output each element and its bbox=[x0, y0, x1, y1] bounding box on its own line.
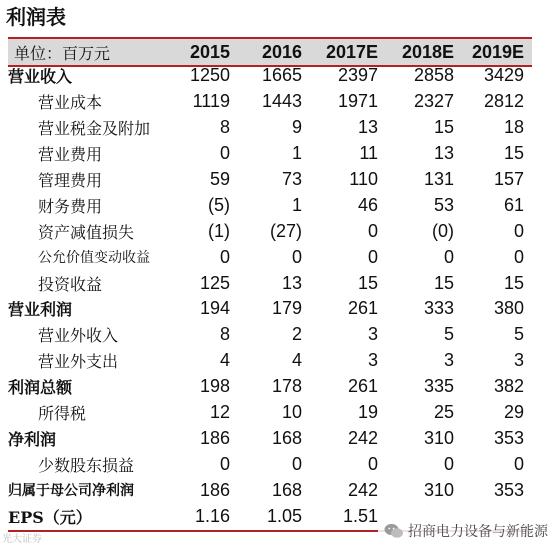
cell: 382 bbox=[493, 376, 524, 397]
cell: 0 bbox=[513, 246, 524, 267]
table-row bbox=[8, 115, 532, 141]
cell: (27) bbox=[269, 220, 302, 241]
row-label: 归属于母公司净利润 bbox=[8, 483, 134, 500]
cell: 242 bbox=[347, 427, 378, 448]
cell: 12 bbox=[209, 402, 230, 423]
cell: 1971 bbox=[337, 91, 378, 112]
cell: 178 bbox=[271, 376, 302, 397]
year-header: 2016 bbox=[261, 41, 302, 62]
cell: 15 bbox=[503, 143, 524, 164]
cell: 1.16 bbox=[194, 505, 230, 526]
row-label: 投资收益 bbox=[38, 274, 103, 294]
table-row bbox=[8, 477, 532, 503]
table-row bbox=[8, 348, 532, 374]
cell: 9 bbox=[291, 117, 302, 138]
cell: 25 bbox=[433, 402, 454, 423]
cell: 1250 bbox=[189, 65, 230, 86]
table-row bbox=[8, 192, 532, 218]
income-statement-table bbox=[8, 63, 532, 529]
table-row bbox=[8, 89, 532, 115]
cell: 1119 bbox=[192, 91, 230, 112]
row-label: 营业成本 bbox=[38, 93, 103, 113]
table-row bbox=[8, 374, 532, 400]
cell: 29 bbox=[503, 402, 524, 423]
cell: 261 bbox=[347, 298, 378, 319]
cell: 13 bbox=[281, 272, 302, 293]
cell: 11 bbox=[359, 143, 378, 164]
cell: 0 bbox=[367, 453, 378, 474]
cell: 179 bbox=[271, 298, 302, 319]
cell: 15 bbox=[433, 272, 454, 293]
cell: 4 bbox=[219, 350, 230, 371]
cell: 8 bbox=[219, 324, 230, 345]
cell: 2812 bbox=[483, 91, 524, 112]
year-header: 2015 bbox=[189, 41, 230, 62]
cell: 19 bbox=[357, 402, 378, 423]
table-row bbox=[8, 425, 532, 451]
row-label: 营业外收入 bbox=[38, 326, 119, 346]
table-row bbox=[8, 218, 532, 244]
cell: 0 bbox=[219, 453, 230, 474]
row-label: 少数股东损益 bbox=[38, 455, 135, 475]
cell: 1 bbox=[291, 194, 302, 215]
year-header: 2018E bbox=[401, 41, 454, 62]
cell: 73 bbox=[281, 169, 302, 189]
cell: (5) bbox=[208, 194, 230, 215]
cell: 13 bbox=[433, 143, 454, 164]
cell: 242 bbox=[347, 479, 378, 500]
row-label: EPS（元） bbox=[8, 507, 92, 527]
cell: 0 bbox=[443, 453, 454, 474]
cell: 15 bbox=[357, 272, 378, 293]
row-label: 利润总额 bbox=[8, 378, 73, 398]
table-row bbox=[8, 244, 532, 270]
year-header: 2019E bbox=[471, 41, 524, 62]
cell: (0) bbox=[432, 220, 454, 241]
corner-watermark: 光大证券 bbox=[2, 534, 42, 545]
table-row bbox=[8, 322, 532, 348]
cell: 168 bbox=[271, 479, 302, 500]
cell: 3 bbox=[367, 324, 378, 345]
row-label: 公允价值变动收益 bbox=[38, 250, 150, 267]
cell: 4 bbox=[291, 350, 302, 371]
table-row bbox=[8, 63, 532, 89]
cell: 198 bbox=[199, 376, 230, 397]
cell: 186 bbox=[199, 427, 230, 448]
cell: 18 bbox=[503, 117, 524, 138]
table-row bbox=[8, 400, 532, 426]
cell: 8 bbox=[219, 117, 230, 138]
cell: 0 bbox=[367, 246, 378, 267]
cell: 61 bbox=[503, 194, 524, 215]
cell: 46 bbox=[357, 194, 378, 215]
cell: (1) bbox=[208, 220, 230, 241]
cell: 353 bbox=[493, 479, 524, 500]
cell: 2397 bbox=[337, 65, 378, 86]
cell: 0 bbox=[291, 453, 302, 474]
table-row bbox=[8, 296, 532, 322]
cell: 1.05 bbox=[266, 505, 302, 526]
cell: 2858 bbox=[413, 65, 454, 86]
table-row bbox=[8, 141, 532, 167]
cell: 310 bbox=[423, 427, 454, 448]
cell: 3429 bbox=[483, 65, 524, 86]
watermark-text: 招商电力设备与新能源 bbox=[408, 523, 548, 539]
row-label: 营业收入 bbox=[8, 67, 73, 87]
wechat-icon bbox=[384, 523, 404, 539]
cell: 13 bbox=[357, 117, 378, 138]
row-label: 营业税金及附加 bbox=[38, 119, 151, 139]
cell: 0 bbox=[219, 246, 230, 267]
cell: 1 bbox=[291, 143, 302, 164]
cell: 186 bbox=[199, 479, 230, 500]
cell: 194 bbox=[199, 298, 230, 319]
cell: 353 bbox=[493, 427, 524, 448]
cell: 0 bbox=[513, 453, 524, 474]
row-label: 营业外支出 bbox=[38, 352, 119, 372]
cell: 0 bbox=[219, 143, 230, 164]
cell: 157 bbox=[493, 169, 524, 189]
cell: 1.51 bbox=[342, 505, 378, 526]
cell: 59 bbox=[209, 169, 230, 189]
cell: 380 bbox=[493, 298, 524, 319]
cell: 10 bbox=[281, 402, 302, 423]
table-row bbox=[8, 167, 532, 193]
row-label: 营业费用 bbox=[38, 145, 103, 165]
cell: 3 bbox=[513, 350, 524, 371]
cell: 3 bbox=[367, 350, 378, 371]
cell: 310 bbox=[423, 479, 454, 500]
unit-label: 单位：百万元 bbox=[14, 43, 111, 63]
table-title: 利润表 bbox=[6, 5, 66, 29]
table-row bbox=[8, 270, 532, 296]
cell: 0 bbox=[443, 246, 454, 267]
cell: 333 bbox=[423, 298, 454, 319]
cell: 5 bbox=[513, 324, 524, 345]
cell: 168 bbox=[271, 427, 302, 448]
cell: 15 bbox=[503, 272, 524, 293]
cell: 2 bbox=[291, 324, 302, 345]
cell: 53 bbox=[433, 194, 454, 215]
cell: 5 bbox=[443, 324, 454, 345]
cell: 131 bbox=[423, 169, 454, 189]
cell: 15 bbox=[433, 117, 454, 138]
cell: 2327 bbox=[413, 91, 454, 112]
cell: 125 bbox=[199, 272, 230, 293]
cell: 0 bbox=[513, 220, 524, 241]
row-label: 管理费用 bbox=[38, 171, 103, 190]
cell: 3 bbox=[443, 350, 454, 371]
cell: 0 bbox=[367, 220, 378, 241]
cell: 261 bbox=[347, 376, 378, 397]
row-label: 营业利润 bbox=[8, 300, 73, 320]
cell: 1443 bbox=[261, 91, 302, 112]
row-label: 财务费用 bbox=[38, 196, 103, 216]
table-row bbox=[8, 451, 532, 477]
row-label: 资产减值损失 bbox=[38, 222, 135, 242]
row-label: 净利润 bbox=[8, 429, 57, 449]
cell: 335 bbox=[423, 376, 454, 397]
cell: 1665 bbox=[261, 65, 302, 86]
row-label: 所得税 bbox=[38, 404, 87, 424]
year-header: 2017E bbox=[325, 41, 378, 62]
cell: 0 bbox=[291, 246, 302, 267]
source-watermark bbox=[378, 519, 554, 543]
cell: 110 bbox=[349, 169, 378, 189]
